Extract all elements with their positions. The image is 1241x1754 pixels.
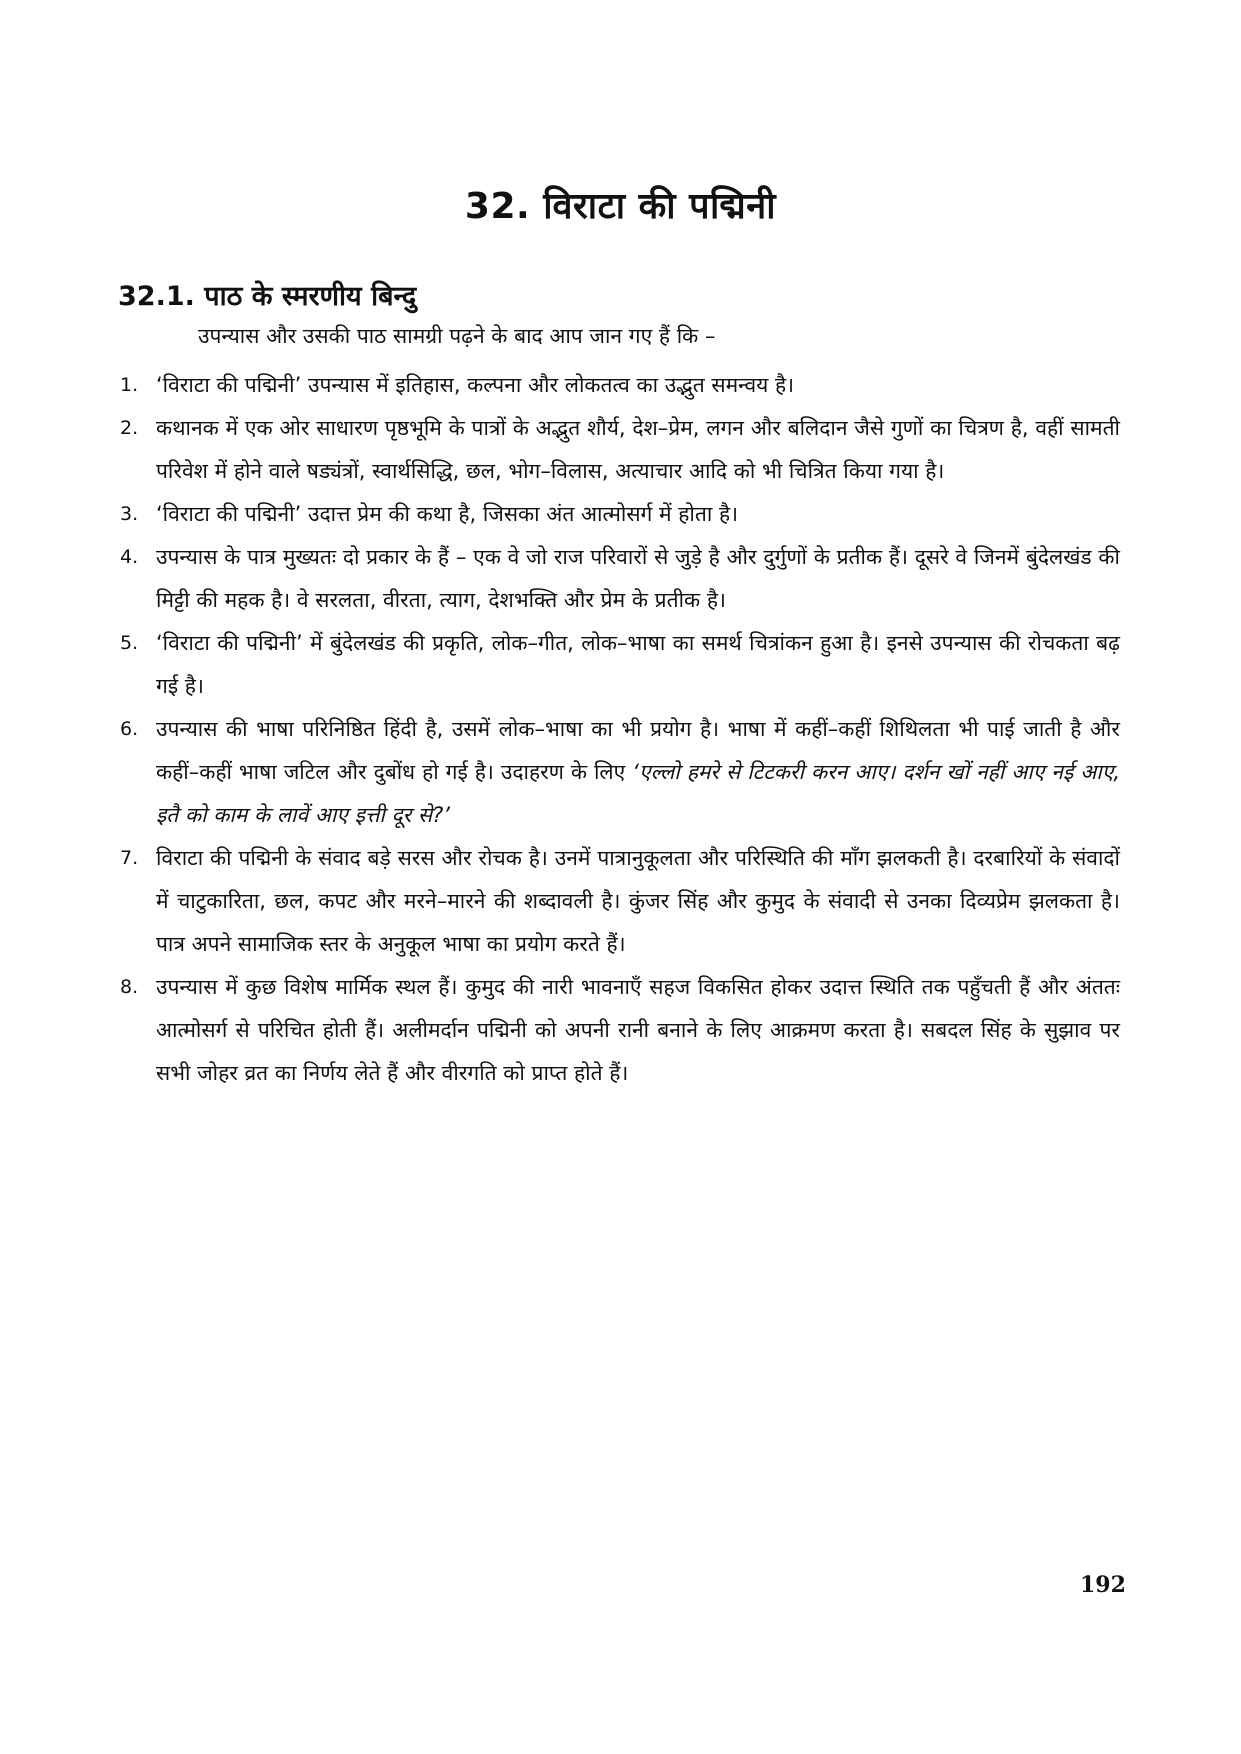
list-item-number: 3. [120, 503, 139, 525]
list-item [120, 536, 1120, 622]
list-item-text: ‘विराटा की पद्मिनी’ उदात्त प्रेम की कथा है, जिसका अंत आत्मोसर्ग में होता है। [156, 502, 739, 526]
list-item-number: 2. [120, 417, 139, 439]
list-item [120, 837, 1120, 966]
points-list [120, 364, 1120, 1095]
list-item-text: विराटा की पद्मिनी के संवाद बड़े सरस और रोचक है। उनमें पात्रानुकूलता और परिस्थिति की माँग झलकती है। दरबारियों के संवादों में चाटुकारिता, छल, कपट और मरने–मारने की शब्दावली है। कुंजर सिंह और कुमुद के संवादी से उनका दिव्यप्रेम झलकता है। पात्र अपने सामाजिक स्तर के अनुकूल भाषा का प्रयोग करते हैं। [156, 846, 1120, 956]
list-item-number: 5. [120, 632, 139, 654]
list-item-text: उपन्यास में कुछ विशेष मार्मिक स्थल हैं। कुमुद की नारी भावनाएँ सहज विकसित होकर उदात्त स्थिति तक पहुँचती हैं और अंततः आत्मोसर्ग से परिचित होती हैं। अलीमर्दान पद्मिनी को अपनी रानी बनाने के लिए आक्रमण करता है। सबदल सिंह के सुझाव पर सभी जोहर व्रत का निर्णय लेते हैं और वीरगति को प्राप्त होते हैं। [156, 975, 1120, 1085]
list-item-number: 7. [120, 847, 139, 869]
list-item-number: 4. [120, 546, 139, 568]
section-heading: 32.1. पाठ के स्मरणीय बिन्दु [118, 281, 417, 312]
list-item [120, 966, 1120, 1095]
list-item-number: 1. [120, 374, 139, 396]
list-item-number: 8. [120, 976, 139, 998]
list-item [120, 407, 1120, 493]
list-item-text: उपन्यास के पात्र मुख्यतः दो प्रकार के हैं – एक वे जो राज परिवारों से जुड़े है और दुर्गुणों के प्रतीक हैं। दूसरे वे जिनमें बुंदेलखंड की मिट्टी की महक है। वे सरलता, वीरता, त्याग, देशभक्ति और प्रेम के प्रतीक है। [156, 545, 1120, 612]
intro-paragraph: उपन्यास और उसकी पाठ सामग्री पढ़ने के बाद आप जान गए हैं कि – [198, 324, 716, 348]
list-item-text [156, 708, 1120, 837]
chapter-title: 32. विराटा की पद्मिनी [464, 186, 777, 227]
list-item [120, 708, 1120, 837]
list-item [120, 364, 1120, 407]
list-item-text: ‘विराटा की पद्मिनी’ में बुंदेलखंड की प्रकृति, लोक–गीत, लोक–भाषा का समर्थ चित्रांकन हुआ है। इनसे उपन्यास की रोचकता बढ़ गई है। [156, 631, 1120, 698]
list-item [120, 622, 1120, 708]
page-number: 192 [1080, 1572, 1126, 1598]
list-item [120, 493, 1120, 536]
list-item-body: उपन्यास की भाषा परिनिष्ठित हिंदी है, उसमें लोक–भाषा का भी प्रयोग है। भाषा में कहीं–कहीं शिथिलता भी पाई जाती है और कहीं–कहीं भाषा जटिल और दुबोंध हो गई है। उदाहरण के लिए [156, 717, 1120, 784]
dialect-quote: ‘एल्लो हमरे से टिटकरी करन आए। दर्शन खों नहीं आए नई आए, इतै को काम के लावें आए इत्ती दूर से?’ [156, 760, 1121, 827]
list-item-number: 6. [120, 718, 139, 740]
list-item-text: ‘विराटा की पद्मिनी’ उपन्यास में इतिहास, कल्पना और लोकतत्व का उद्भुत समन्वय है। [156, 373, 795, 397]
list-item-text: कथानक में एक ओर साधारण पृष्ठभूमि के पात्रों के अद्भुत शौर्य, देश–प्रेम, लगन और बलिदान जैसे गुणों का चित्रण है, वहीं सामती परिवेश में होने वाले षड्यंत्रों, स्वार्थसिद्धि, छल, भोग–विलास, अत्याचार आदि को भी चित्रित किया गया है। [156, 416, 1120, 483]
